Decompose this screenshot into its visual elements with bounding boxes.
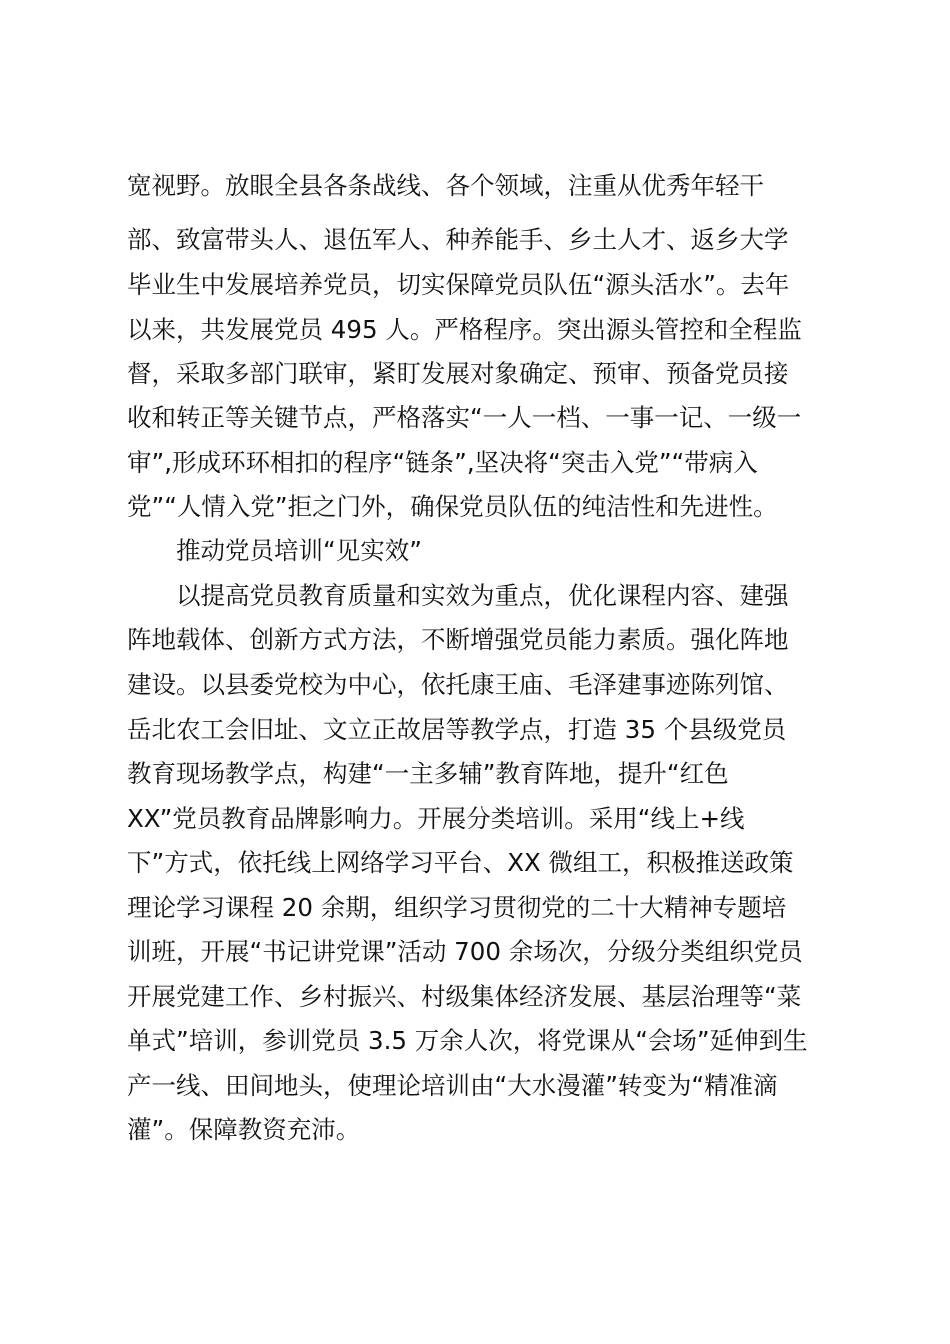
paragraph-line: 审”,形成环环相扣的程序“链条”,坚决将“突击入党”“带病入 bbox=[127, 448, 758, 477]
paragraph-line: 以提高党员教育质量和实效为重点，优化课程内容、建强 bbox=[176, 581, 789, 610]
paragraph-line: 党”“人情入党”拒之门外，确保党员队伍的纯洁性和先进性。 bbox=[127, 492, 778, 521]
paragraph-line: 单式”培训，参训党员 3.5 万余人次，将党课从“会场”延伸到生 bbox=[127, 1026, 808, 1055]
paragraph-line: 训班，开展“书记讲党课”活动 700 余场次，分级分类组织党员 bbox=[127, 937, 803, 966]
paragraph-line: 宽视野。放眼全县各条战线、各个领域，注重从优秀年轻干 bbox=[127, 171, 764, 200]
paragraph-line: 阵地载体、创新方式方法，不断增强党员能力素质。强化阵地 bbox=[127, 625, 789, 654]
paragraph-line: 教育现场教学点，构建“一主多辅”教育阵地，提升“红色 bbox=[127, 759, 729, 788]
paragraph-line: 收和转正等关键节点，严格落实“一人一档、一事一记、一级一 bbox=[127, 403, 802, 432]
paragraph-line: 部、致富带头人、退伍军人、种养能手、乡土人才、返乡大学 bbox=[127, 225, 789, 254]
paragraph-line: 毕业生中发展培养党员，切实保障党员队伍“源头活水”。去年 bbox=[127, 270, 790, 299]
paragraph-line: 督，采取多部门联审，紧盯发展对象确定、预审、预备党员接 bbox=[127, 359, 789, 388]
section-heading: 推动党员培训“见实效” bbox=[176, 536, 422, 565]
paragraph-line: 以来，共发展党员 495 人。严格程序。突出源头管控和全程监 bbox=[127, 315, 802, 344]
paragraph-line: 理论学习课程 20 余期，组织学习贯彻党的二十大精神专题培 bbox=[127, 893, 787, 922]
paragraph-line: 开展党建工作、乡村振兴、村级集体经济发展、基层治理等“菜 bbox=[127, 982, 802, 1011]
paragraph-line: 灌”。保障教资充沛。 bbox=[127, 1115, 361, 1144]
paragraph-line: 岳北农工会旧址、文立正故居等教学点，打造 35 个县级党员 bbox=[127, 715, 787, 744]
paragraph-line: 产一线、田间地头，使理论培训由“大水漫灌”转变为“精准滴 bbox=[127, 1071, 778, 1100]
paragraph-line: 下”方式，依托线上网络学习平台、XX 微组工，积极推送政策 bbox=[127, 848, 794, 877]
paragraph-line: 建设。以县委党校为中心，依托康王庙、毛泽建事迹陈列馆、 bbox=[127, 670, 789, 699]
paragraph-line: XX”党员教育品牌影响力。开展分类培训。采用“线上+线 bbox=[127, 804, 745, 833]
